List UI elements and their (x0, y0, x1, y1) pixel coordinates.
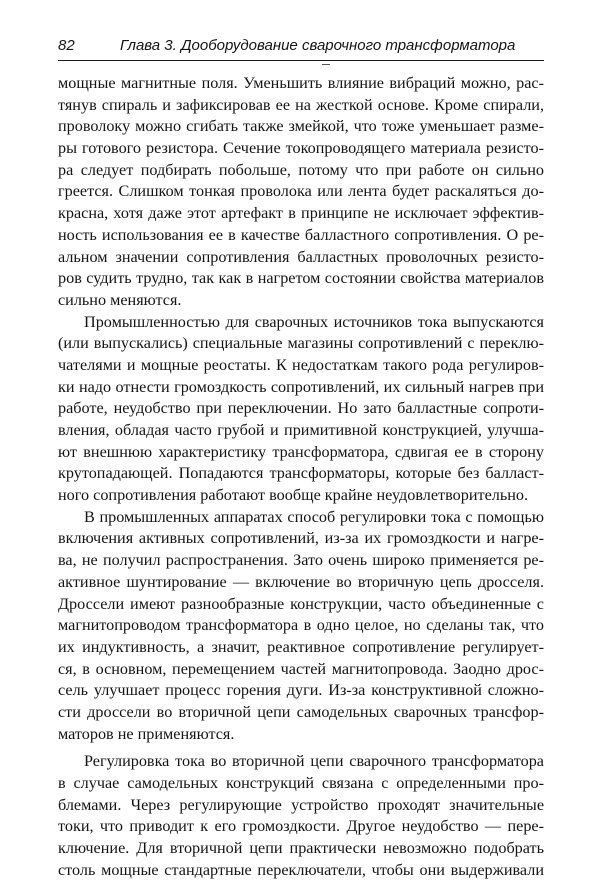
text-line: маторов не применяются. (58, 724, 235, 743)
paragraph-3 (58, 507, 544, 746)
body-text (58, 73, 544, 881)
print-mark (322, 64, 330, 65)
text-line: магнитопроводом трансформатора в одно целое, но сделаны так, что (58, 616, 544, 635)
text-line: сель улучшает процесс горения дуги. Из-за конструктивной сложно- (58, 681, 544, 700)
text-line: ра следует подбирать побольше, потому что при работе он сильно (58, 160, 544, 179)
text-line: ва, не получил распространения. Зато очень широко применяется ре- (58, 551, 544, 570)
text-line: (или выпускались) специальные магазины сопротивлений с переклю- (58, 334, 544, 353)
text-line: ся, в основном, перемещением частей магнитопровода. Заодно дрос- (58, 659, 544, 678)
text-line: альном значении сопротивления балластных проволочных резисто- (58, 247, 544, 266)
text-line: ного сопротивления работают вообще крайне неудовлетворительно. (58, 486, 529, 505)
text-line: в случае самодельных конструкций связана с определенными про- (58, 774, 544, 792)
text-line: токи, что приводит к его громоздкости. Другое неудобство — пере- (58, 817, 544, 836)
text-line: включения активных сопротивлений, из-за их громоздкости и нагре- (58, 529, 544, 548)
text-line: Промышленностью для сварочных источников тока выпускаются (84, 312, 544, 331)
running-header (58, 36, 544, 58)
text-line: ключение. Для вторичной цепи практически невозможно подобрать (58, 839, 544, 858)
text-line: Дроссели имеют разнообразные конструкции, часто объединенные с (58, 594, 544, 613)
text-line: их индуктивность, а значит, реактивное сопротивление регулирует- (58, 637, 544, 656)
text-line: греется. Слишком тонкая проволока или лента будет раскаляться до- (58, 182, 544, 201)
text-line: вления, обладая часто грубой и примитивной конструкцией, улучша- (58, 421, 544, 439)
text-line: В промышленных аппаратах способ регулировки тока с помощью (84, 507, 544, 526)
text-line: ров судить трудно, так как в нагретом состоянии свойства материалов (58, 269, 544, 288)
text-line: мощные магнитные поля. Уменьшить влияние вибраций можно, рас- (58, 74, 544, 92)
text-line: столь мощные стандартные переключатели, чтобы они выдерживали (58, 860, 544, 879)
text-line: проволоку можно сгибать также змейкой, что тоже уменьшает разме- (58, 117, 544, 136)
text-line: ность использования ее в качестве балластного сопротивления. О ре- (58, 225, 544, 244)
text-line: сти дроссели во вторичной цепи самодельных сварочных трансфор- (58, 702, 544, 721)
text-line: красна, хотя даже этот артефакт в принципе не исключает эффектив- (58, 204, 544, 223)
page-number: 82 (58, 37, 75, 54)
text-line: блемами. Через регулирующие устройство проходят значительные (58, 795, 544, 814)
header-rule (58, 60, 544, 61)
text-line: работе, неудобство при переключении. Но зато балластные сопроти- (58, 399, 544, 418)
text-line: активное шунтирование — включение во вторичную цепь дросселя. (58, 572, 544, 591)
text-line: сильно меняются. (58, 290, 182, 309)
paragraph-1 (58, 73, 544, 312)
text-line: ют внешнюю характеристику трансформатора, сдвигая ее в сторону (58, 442, 544, 461)
paragraph-2 (58, 312, 544, 507)
text-line: крутопадающей. Попадаются трансформаторы, которые без балласт- (58, 464, 544, 483)
text-line: тянув спираль и зафиксировав ее на жесткой основе. Кроме спирали, (58, 95, 544, 114)
chapter-title: Глава 3. Дооборудование сварочного трансформатора (120, 37, 516, 54)
text-line: Регулировка тока во вторичной цепи сварочного трансформатора (84, 752, 544, 771)
text-line: чателями и мощные реостаты. К недостаткам такого рода регулиров- (58, 355, 544, 374)
text-line: ры готового резистора. Сечение токопроводящего материала резисто- (58, 139, 544, 158)
text-line: ки надо отнести громоздкость сопротивлений, их сильный нагрев при (58, 377, 544, 396)
